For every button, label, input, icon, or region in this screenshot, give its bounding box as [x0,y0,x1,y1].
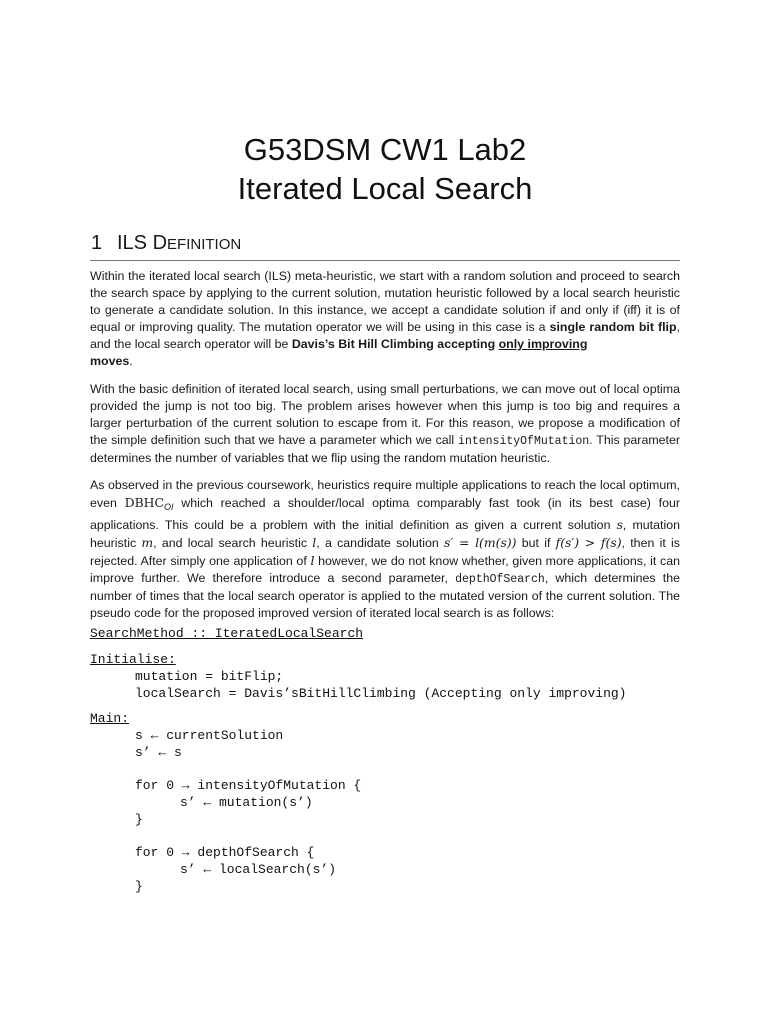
inline-code-depth: depthOfSearch [455,573,545,586]
inline-code-intensity: intensityOfMutation [458,435,590,448]
code-line: for 0 → depthOfSearch { [135,845,315,860]
document-title-line-2: Iterated Local Search [237,171,533,206]
code-header: SearchMethod :: IteratedLocalSearch [90,626,364,641]
paragraph-ils-definition: Within the iterated local search (ILS) meta-heuristic, we start with a random solution and proceed to search the search space by applying to the current solution, mutation heuristic followed by a local search heuristic to generate a candidate solution. In this instance, we accept a candidate solution if and only if (iff) it is of equal or improving quality. The mutation operator we will be using in this case is a single random bit flip, and the local search operator will be Davis’s Bit Hill Climbing accepting only improving moves. [90,269,680,368]
section-heading [90,230,680,261]
section-title: ILS DEFINITION [117,232,242,254]
paragraph-depth-of-search: As observed in the previous coursework, heuristics require multiple applications to reach the local optimum, even $DBHC_{OI}$ which reached a shoulder/local optima comparably fast took (in its best case) four applications. This could be a problem with the initial definition as given a current solution s, mutation heuristic m, and local search heuristic l, a candidate solution s′ = l(m(s)) but if f(s′) > f(s), then it is rejected. After simply one application of l however, we do not know whether, given more applications, it can improve further. We therefore introduce a second parameter, depthOfSearch, which determines the number of times that the local search operator is applied to the mutated version of the current solution. The pseudo code for the proposed improved version of iterated local search is as follows: [90,478,681,620]
code-line: localSearch = Davis’sBitHillClimbing (Accepting only improving) [135,686,627,701]
code-line: mutation = bitFlip; [135,669,284,684]
section-number: 1 [91,232,103,254]
code-line: s’ ← s [135,745,182,760]
code-line: for 0 → intensityOfMutation { [135,778,362,793]
document-title-line-1: G53DSM CW1 Lab2 [243,132,527,167]
paragraph-intensity-of-mutation: With the basic definition of iterated local search, using small perturbations, we can move out of local optima provided the jump is not too big. The problem arises however when this jump is too big and requires a larger perturbation of the current solution to escape from it. For this reason, we propose a modification of the simple definition such that we have a parameter which we call intensityOfMutation. This parameter determines the number of variables that we flip using the random mutation heuristic. [90,382,681,465]
code-line: s’ ← mutation(s’) [180,795,313,810]
code-line: s’ ← localSearch(s’) [180,862,337,877]
code-line: } [135,812,143,827]
code-line: s ← currentSolution [135,728,284,743]
code-line: } [135,879,143,894]
code-init-label: Initialise: [90,652,176,667]
code-main-label: Main: [90,711,130,726]
